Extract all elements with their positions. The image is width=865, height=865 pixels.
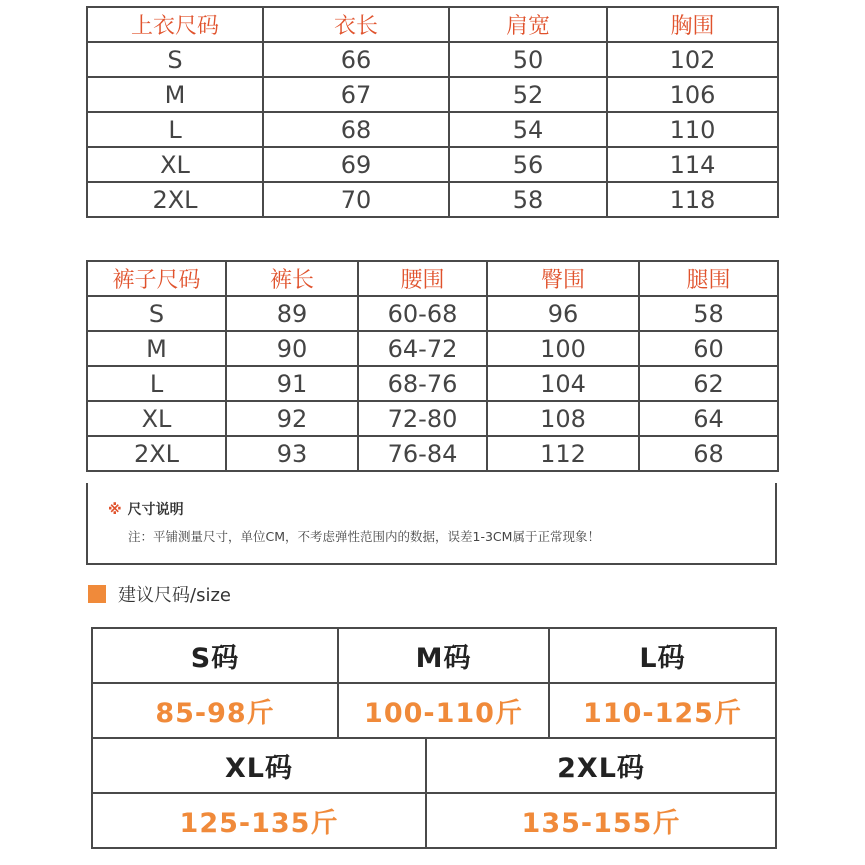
header-cell: 腰围 (358, 261, 487, 296)
table-cell: S (87, 42, 263, 77)
size-row (92, 738, 776, 793)
table-cell: 2XL (87, 182, 263, 217)
note-mark: ※ (108, 502, 122, 518)
table-row (87, 436, 778, 471)
table-cell: XL (87, 147, 263, 182)
header-cell: 肩宽 (449, 7, 607, 42)
table-row (87, 182, 778, 217)
table-cell: L (87, 112, 263, 147)
table-cell: 118 (607, 182, 778, 217)
table-cell: 64 (639, 401, 778, 436)
table-cell: 93 (226, 436, 358, 471)
table-cell: 50 (449, 42, 607, 77)
table-cell: 54 (449, 112, 607, 147)
size-cell: XL码 (92, 738, 426, 793)
table-row (87, 147, 778, 182)
table-cell: S (87, 296, 226, 331)
table-cell: 96 (487, 296, 639, 331)
table-row (87, 296, 778, 331)
weight-row (92, 793, 776, 848)
weight-cell: 85-98斤 (92, 683, 338, 738)
table-cell: 76-84 (358, 436, 487, 471)
table-cell: 89 (226, 296, 358, 331)
table-cell: 60 (639, 331, 778, 366)
size-cell: S码 (92, 628, 338, 683)
table-cell: 108 (487, 401, 639, 436)
table-row (87, 401, 778, 436)
table-cell: 92 (226, 401, 358, 436)
table-cell: 68-76 (358, 366, 487, 401)
table-cell: 64-72 (358, 331, 487, 366)
table-cell: 114 (607, 147, 778, 182)
note-title-text: 尺寸说明 (127, 502, 184, 518)
size-cell: 2XL码 (426, 738, 776, 793)
table-cell: 102 (607, 42, 778, 77)
table-cell: M (87, 331, 226, 366)
pants-size-table (86, 260, 779, 472)
suggest-heading (88, 583, 231, 605)
weight-cell: 110-125斤 (549, 683, 776, 738)
table-cell: 58 (449, 182, 607, 217)
table-header-row (87, 7, 778, 42)
suggest-label: 建议尺码/size (118, 585, 231, 606)
table-row (87, 331, 778, 366)
table-cell: 70 (263, 182, 449, 217)
table-cell: 90 (226, 331, 358, 366)
orange-square-icon (88, 585, 106, 603)
table-cell: 106 (607, 77, 778, 112)
table-cell: 104 (487, 366, 639, 401)
header-cell: 裤子尺码 (87, 261, 226, 296)
weight-row (92, 683, 776, 738)
header-cell: 衣长 (263, 7, 449, 42)
header-cell: 上衣尺码 (87, 7, 263, 42)
table-cell: 72-80 (358, 401, 487, 436)
table-cell: 60-68 (358, 296, 487, 331)
weight-cell: 100-110斤 (338, 683, 549, 738)
tops-size-table (86, 6, 779, 218)
table-cell: 52 (449, 77, 607, 112)
note-text: 注：平铺测量尺寸，单位CM，不考虑弹性范围内的数据，误差1-3CM属于正常现象！ (128, 529, 600, 544)
recommended-size-table (91, 627, 777, 849)
table-cell: 110 (607, 112, 778, 147)
table-cell: XL (87, 401, 226, 436)
table-cell: 62 (639, 366, 778, 401)
header-cell: 胸围 (607, 7, 778, 42)
table-cell: M (87, 77, 263, 112)
table-cell: 66 (263, 42, 449, 77)
table-cell: 2XL (87, 436, 226, 471)
weight-cell: 125-135斤 (92, 793, 426, 848)
table-cell: 56 (449, 147, 607, 182)
header-cell: 裤长 (226, 261, 358, 296)
table-row (87, 366, 778, 401)
size-cell: L码 (549, 628, 776, 683)
table-cell: 69 (263, 147, 449, 182)
size-cell: M码 (338, 628, 549, 683)
table-row (87, 77, 778, 112)
size-note-box (86, 483, 777, 565)
table-cell: 58 (639, 296, 778, 331)
table-row (87, 42, 778, 77)
table-cell: 67 (263, 77, 449, 112)
table-cell: 112 (487, 436, 639, 471)
table-row (87, 112, 778, 147)
note-title (108, 499, 184, 519)
size-row (92, 628, 776, 683)
table-cell: 68 (263, 112, 449, 147)
weight-cell: 135-155斤 (426, 793, 776, 848)
header-cell: 臀围 (487, 261, 639, 296)
table-cell: L (87, 366, 226, 401)
table-cell: 68 (639, 436, 778, 471)
table-header-row (87, 261, 778, 296)
table-cell: 91 (226, 366, 358, 401)
header-cell: 腿围 (639, 261, 778, 296)
table-cell: 100 (487, 331, 639, 366)
